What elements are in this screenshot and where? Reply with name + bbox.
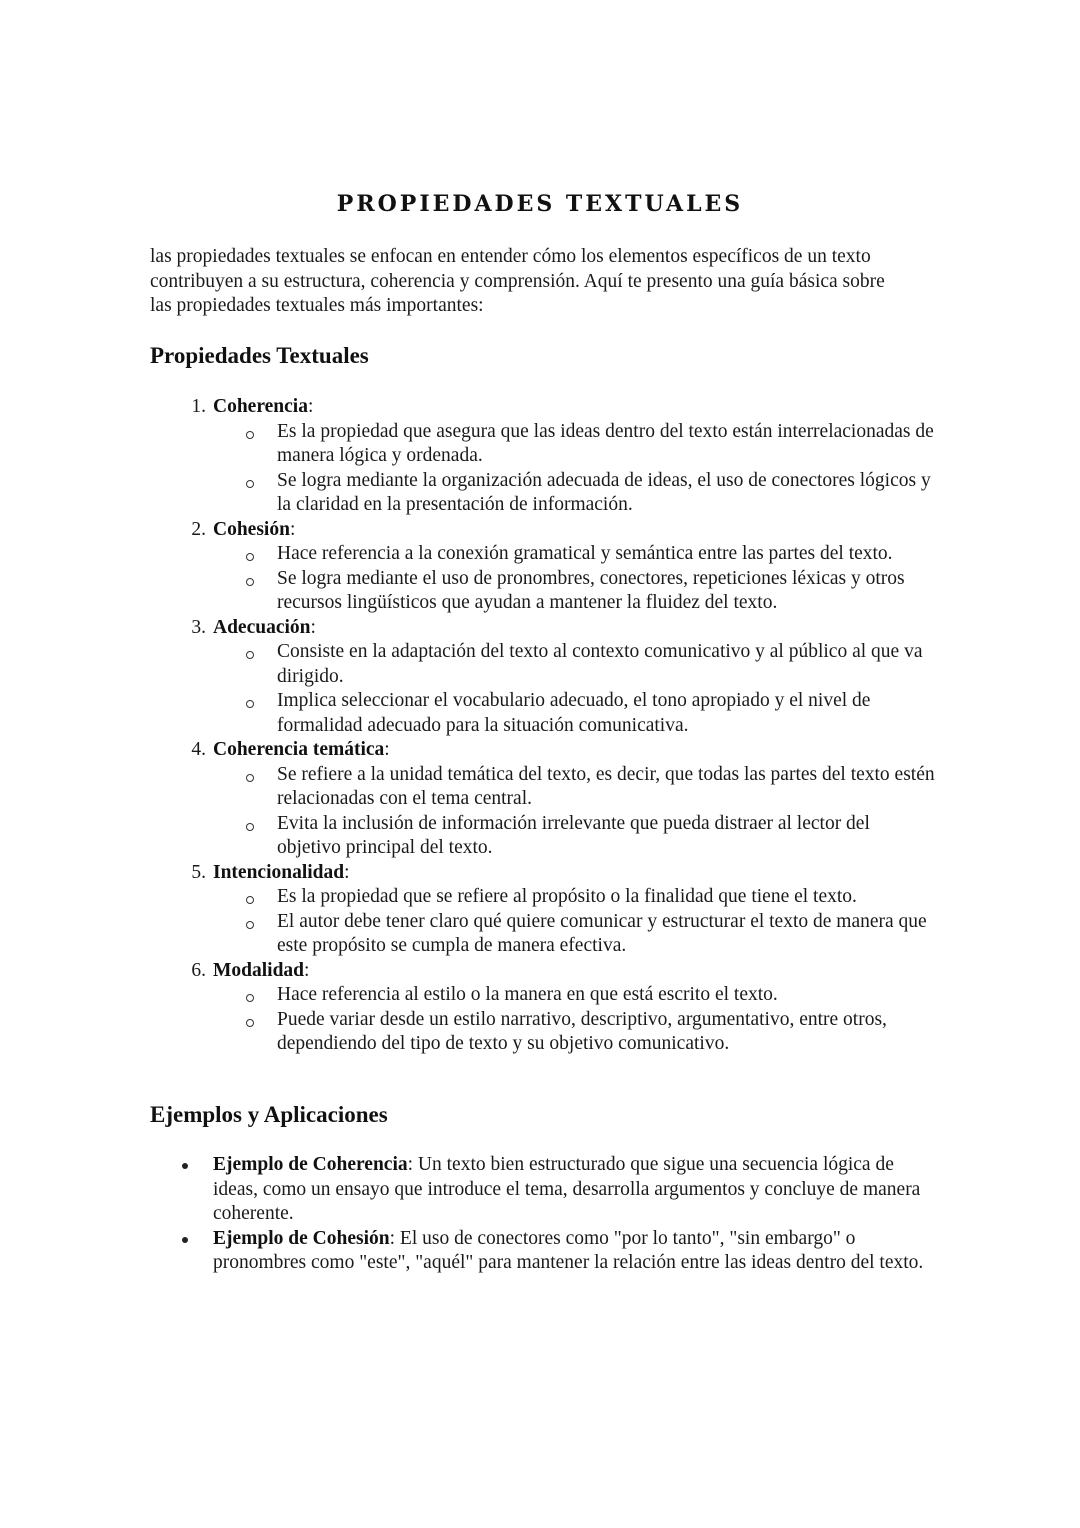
property-points [213, 885, 940, 959]
intro-paragraph: las propiedades textuales se enfocan en entender cómo los elementos específicos de un texto contribuyen a su estructura, coherencia y comprensión. Aquí te presento una guía básica sobre las propiedades textuales más importantes: [150, 246, 885, 316]
sub-point: Se logra mediante el uso de pronombres, conectores, repeticiones léxicas y otros recursos lingüísticos que ayudan a mantener la fluidez del texto. [213, 567, 937, 616]
sub-point: Hace referencia al estilo o la manera en que está escrito el texto. [213, 983, 937, 1008]
sub-point: Se logra mediante la organización adecuada de ideas, el uso de conectores lógicos y la claridad en la presentación de información. [213, 469, 937, 518]
circle-bullet-icon [246, 578, 254, 586]
property-item: 5. Intencionalidad: Es la propiedad que se refiere al propósito o la finalidad que tiene el texto. El autor debe tener claro qué quiere comunicar y estructurar el texto de manera que este propósito se cumpla de manera efectiva. [150, 861, 940, 959]
item-number: 5. [191, 861, 206, 883]
property-points [213, 763, 940, 861]
example-item: Ejemplo de Coherencia: Un texto bien estructurado que sigue una secuencia lógica de ideas, como un ensayo que introduce el tema, desarrolla argumentos y concluye de manera coherente. [150, 1153, 933, 1227]
sub-point: Es la propiedad que asegura que las ideas dentro del texto están interrelacionadas de manera lógica y ordenada. [213, 420, 937, 469]
property-points [213, 420, 940, 518]
property-term: Cohesión [213, 518, 290, 540]
circle-bullet-icon [246, 651, 254, 659]
circle-bullet-icon [246, 1019, 254, 1027]
sub-point: El autor debe tener claro qué quiere comunicar y estructurar el texto de manera que este propósito se cumpla de manera efectiva. [213, 910, 937, 959]
property-term: Modalidad [213, 959, 305, 981]
item-number: 1. [191, 396, 206, 417]
sub-point: Evita la inclusión de información irrelevante que pueda distraer al lector del objetivo principal del texto. [213, 812, 937, 861]
property-term: Adecuación [213, 616, 311, 638]
document-title: PROPIEDADES TEXTUALES [336, 191, 744, 217]
circle-bullet-icon [246, 994, 254, 1002]
property-item: 2. Cohesión: Hace referencia a la conexión gramatical y semántica entre las partes del texto. Se logra mediante el uso de pronombres, conectores, repeticiones léxicas y otros recursos lingüísticos que ayudan a mantener la fluidez del texto. [150, 518, 940, 616]
property-points [213, 983, 940, 1057]
circle-bullet-icon [246, 700, 254, 708]
property-item: 4. Coherencia temática: Se refiere a la unidad temática del texto, es decir, que todas las partes del texto estén relacionadas con el tema central. Evita la inclusión de información irrelevante que pueda distraer al lector del objetivo principal del texto. [150, 738, 940, 861]
section-heading-properties: Propiedades Textuales [150, 343, 369, 368]
sub-point: Implica seleccionar el vocabulario adecuado, el tono apropiado y el nivel de formalidad adecuado para la situación comunicativa. [213, 689, 937, 738]
sub-point: Hace referencia a la conexión gramatical y semántica entre las partes del texto. [213, 542, 937, 567]
properties-list [150, 395, 940, 1057]
circle-bullet-icon [246, 921, 254, 929]
item-number: 4. [191, 739, 206, 760]
sub-point: Se refiere a la unidad temática del texto, es decir, que todas las partes del texto estén relacionadas con el tema central. [213, 763, 937, 812]
property-term: Coherencia [213, 396, 308, 417]
item-number: 3. [191, 616, 206, 638]
section-heading-examples: Ejemplos y Aplicaciones [150, 1102, 388, 1127]
item-number: 6. [191, 959, 206, 981]
property-points [213, 640, 940, 738]
circle-bullet-icon [246, 774, 254, 782]
circle-bullet-icon [246, 896, 254, 904]
bullet-icon [182, 1163, 188, 1169]
example-item: Ejemplo de Cohesión: El uso de conectores como "por lo tanto", "sin embargo" o pronombres como "este", "aquél" para mantener la relación entre las ideas dentro del texto. [150, 1227, 933, 1276]
circle-bullet-icon [246, 431, 254, 439]
circle-bullet-icon [246, 823, 254, 831]
examples-list [150, 1153, 940, 1276]
circle-bullet-icon [246, 480, 254, 488]
sub-point: Es la propiedad que se refiere al propósito o la finalidad que tiene el texto. [213, 885, 937, 910]
example-text: El uso de conectores como "por lo tanto", "sin embargo" o pronombres como "este", "aquél" para mantener la relación entre las ideas dentro del texto. [213, 1227, 924, 1273]
item-number: 2. [191, 518, 206, 540]
property-term: Intencionalidad [213, 861, 345, 883]
property-points [213, 542, 940, 616]
bullet-icon [182, 1237, 188, 1243]
circle-bullet-icon [246, 553, 254, 561]
property-item: 6. Modalidad: Hace referencia al estilo o la manera en que está escrito el texto. Puede variar desde un estilo narrativo, descriptivo, argumentativo, entre otros, dependiendo del tipo de texto y su objetivo comunicativo. [150, 959, 940, 1057]
sub-point: Puede variar desde un estilo narrativo, descriptivo, argumentativo, entre otros, dependiendo del tipo de texto y su objetivo comunicativo. [213, 1008, 937, 1057]
example-term: Ejemplo de Cohesión [213, 1227, 390, 1249]
example-term: Ejemplo de Coherencia [213, 1154, 408, 1175]
sub-point: Consiste en la adaptación del texto al contexto comunicativo y al público al que va dirigido. [213, 640, 937, 689]
property-term: Coherencia temática [213, 739, 385, 760]
example-text: Un texto bien estructurado que sigue una secuencia lógica de ideas, como un ensayo que introduce el tema, desarrolla argumentos y concluye de manera coherente. [213, 1154, 921, 1224]
property-item: 3. Adecuación: Consiste en la adaptación del texto al contexto comunicativo y al público al que va dirigido. Implica seleccionar el vocabulario adecuado, el tono apropiado y el nivel de formalidad adecuado para la situación comunicativa. [150, 616, 940, 739]
property-item: 1. Coherencia: Es la propiedad que asegura que las ideas dentro del texto están interrelacionadas de manera lógica y ordenada. Se logra mediante la organización adecuada de ideas, el uso de conectores lógicos y la claridad en la presentación de información. [150, 395, 940, 518]
